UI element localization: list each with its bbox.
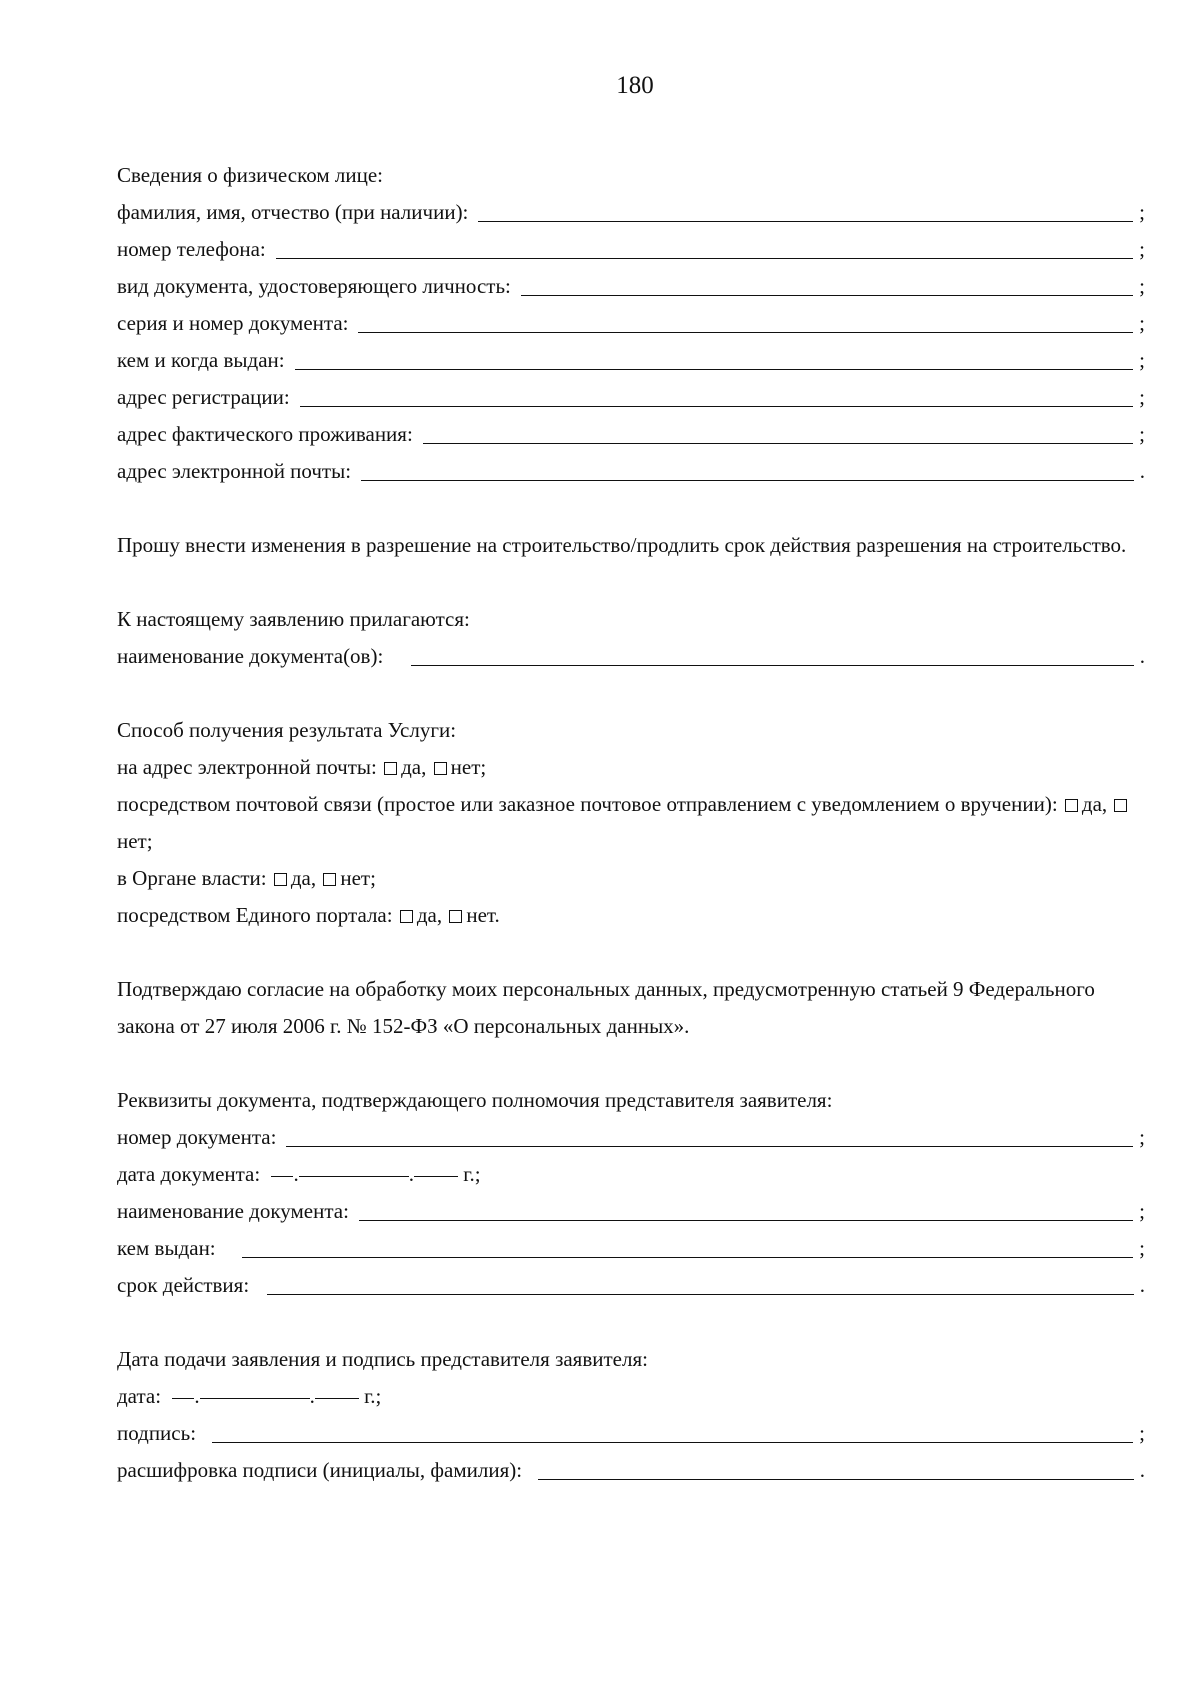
rep-doc-date-field[interactable]: [117, 1156, 1145, 1193]
full-name-field[interactable]: [117, 194, 1145, 231]
email-no-checkbox[interactable]: [434, 762, 447, 775]
email-blank[interactable]: [361, 480, 1134, 481]
rep-doc-number-label: номер документа:: [117, 1125, 277, 1149]
signature-label: подпись:: [117, 1421, 197, 1445]
no-label: нет;: [450, 755, 487, 779]
field-end-mark: ;: [1139, 348, 1145, 372]
field-end-mark: ;: [1139, 385, 1145, 409]
rep-doc-date-label: дата документа:: [117, 1162, 261, 1186]
field-end-mark: ;: [1139, 237, 1145, 261]
delivery-option-authority: [117, 860, 1145, 897]
rep-doc-issuer-blank[interactable]: [242, 1257, 1134, 1258]
full-name-blank[interactable]: [478, 221, 1133, 222]
rep-doc-number-field[interactable]: [117, 1119, 1145, 1156]
field-end-mark: .: [1139, 1273, 1145, 1297]
date-dot: .: [293, 1162, 299, 1186]
field-end-mark: ;: [1139, 1199, 1145, 1223]
field-end-mark: .: [1139, 459, 1145, 483]
attached-documents-field[interactable]: [117, 638, 1145, 675]
registration-address-field[interactable]: [117, 379, 1145, 416]
yes-label: да,: [416, 903, 443, 927]
field-end-mark: ;: [1139, 311, 1145, 335]
application-form: [117, 157, 1145, 1489]
id-document-type-field[interactable]: [117, 268, 1145, 305]
year-suffix: г.;: [463, 1162, 481, 1186]
delivery-email-label: на адрес электронной почты:: [117, 755, 377, 779]
day-blank[interactable]: [172, 1398, 194, 1399]
portal-no-checkbox[interactable]: [449, 910, 462, 923]
post-yes-checkbox[interactable]: [1065, 799, 1078, 812]
page-number: 180: [616, 72, 654, 99]
attachments-heading: К настоящему заявлению прилагаются:: [117, 607, 470, 631]
full-name-label: фамилия, имя, отчество (при наличии):: [117, 200, 469, 224]
rep-doc-number-blank[interactable]: [286, 1146, 1133, 1147]
email-label: адрес электронной почты:: [117, 459, 352, 483]
authority-yes-checkbox[interactable]: [274, 873, 287, 886]
signature-decoding-label: расшифровка подписи (инициалы, фамилия):: [117, 1458, 523, 1482]
delivery-portal-label: посредством Единого портала:: [117, 903, 393, 927]
field-end-mark: ;: [1139, 422, 1145, 446]
field-end-mark: .: [1139, 1458, 1145, 1482]
submission-date-field[interactable]: [117, 1378, 1145, 1415]
attached-documents-label: наименование документа(ов):: [117, 644, 384, 668]
field-end-mark: ;: [1139, 200, 1145, 224]
delivery-post-label: посредством почтовой связи (простое или заказное почтовое отправлением с уведомлением о вручении):: [117, 792, 1058, 816]
attached-documents-blank[interactable]: [411, 665, 1133, 666]
signature-field[interactable]: [117, 1415, 1145, 1452]
email-yes-checkbox[interactable]: [384, 762, 397, 775]
no-label: нет.: [466, 903, 500, 927]
id-document-type-label: вид документа, удостоверяющего личность:: [117, 274, 511, 298]
rep-doc-validity-blank[interactable]: [267, 1294, 1134, 1295]
signature-blank[interactable]: [212, 1442, 1133, 1443]
issued-by-when-blank[interactable]: [295, 369, 1134, 370]
consent-paragraph: Подтверждаю согласие на обработку моих персональных данных, предусмотренную статьей 9 Федерального закона от 27 июля 2006 г. № 152-ФЗ «О персональных данных».: [117, 977, 1095, 1038]
rep-doc-issuer-field[interactable]: [117, 1230, 1145, 1267]
month-blank[interactable]: [299, 1176, 409, 1177]
registration-address-blank[interactable]: [300, 406, 1133, 407]
signature-decoding-field[interactable]: [117, 1452, 1145, 1489]
date-dot: .: [408, 1162, 414, 1186]
date-dot: .: [309, 1384, 315, 1408]
no-label: нет;: [117, 829, 153, 853]
rep-doc-validity-label: срок действия:: [117, 1273, 250, 1297]
yes-label: да,: [401, 755, 427, 779]
rep-doc-validity-field[interactable]: [117, 1267, 1145, 1304]
post-no-checkbox[interactable]: [1114, 799, 1127, 812]
rep-doc-name-blank[interactable]: [359, 1220, 1133, 1221]
field-end-mark: ;: [1139, 1421, 1145, 1445]
request-paragraph: Прошу внести изменения в разрешение на строительство/продлить срок действия разрешения на строительство.: [117, 533, 1127, 557]
representative-doc-heading: Реквизиты документа, подтверждающего полномочия представителя заявителя:: [117, 1088, 833, 1112]
yes-label: да,: [290, 866, 317, 890]
rep-doc-name-field[interactable]: [117, 1193, 1145, 1230]
year-suffix: г.;: [364, 1384, 382, 1408]
portal-yes-checkbox[interactable]: [400, 910, 413, 923]
actual-address-label: адрес фактического проживания:: [117, 422, 413, 446]
delivery-option-email: [117, 749, 1145, 786]
date-dot: .: [194, 1384, 200, 1408]
id-document-type-blank[interactable]: [521, 295, 1133, 296]
signature-decoding-blank[interactable]: [538, 1479, 1134, 1480]
submission-date-label: дата:: [117, 1384, 162, 1408]
authority-no-checkbox[interactable]: [323, 873, 336, 886]
registration-address-label: адрес регистрации:: [117, 385, 290, 409]
delivery-option-post: [117, 786, 1145, 860]
month-blank[interactable]: [200, 1398, 310, 1399]
field-end-mark: ;: [1139, 1125, 1145, 1149]
phone-field[interactable]: [117, 231, 1145, 268]
applicant-heading: Сведения о физическом лице:: [117, 163, 383, 187]
field-end-mark: .: [1139, 644, 1145, 668]
actual-address-field[interactable]: [117, 416, 1145, 453]
yes-label: да,: [1081, 792, 1108, 816]
field-end-mark: ;: [1139, 274, 1145, 298]
issued-by-when-field[interactable]: [117, 342, 1145, 379]
actual-address-blank[interactable]: [423, 443, 1133, 444]
email-field[interactable]: [117, 453, 1145, 490]
year-blank[interactable]: [414, 1176, 458, 1177]
delivery-authority-label: в Органе власти:: [117, 866, 267, 890]
delivery-heading: Способ получения результата Услуги:: [117, 718, 457, 742]
phone-label: номер телефона:: [117, 237, 266, 261]
phone-blank[interactable]: [276, 258, 1133, 259]
issued-by-when-label: кем и когда выдан:: [117, 348, 285, 372]
document-series-number-blank[interactable]: [358, 332, 1133, 333]
year-blank[interactable]: [315, 1398, 359, 1399]
delivery-option-portal: [117, 897, 1145, 934]
rep-doc-name-label: наименование документа:: [117, 1199, 349, 1223]
no-label: нет;: [340, 866, 376, 890]
submission-heading: Дата подачи заявления и подпись представителя заявителя:: [117, 1347, 648, 1371]
day-blank[interactable]: [271, 1176, 293, 1177]
document-series-number-label: серия и номер документа:: [117, 311, 349, 335]
document-series-number-field[interactable]: [117, 305, 1145, 342]
field-end-mark: ;: [1139, 1236, 1145, 1260]
rep-doc-issuer-label: кем выдан:: [117, 1236, 216, 1260]
